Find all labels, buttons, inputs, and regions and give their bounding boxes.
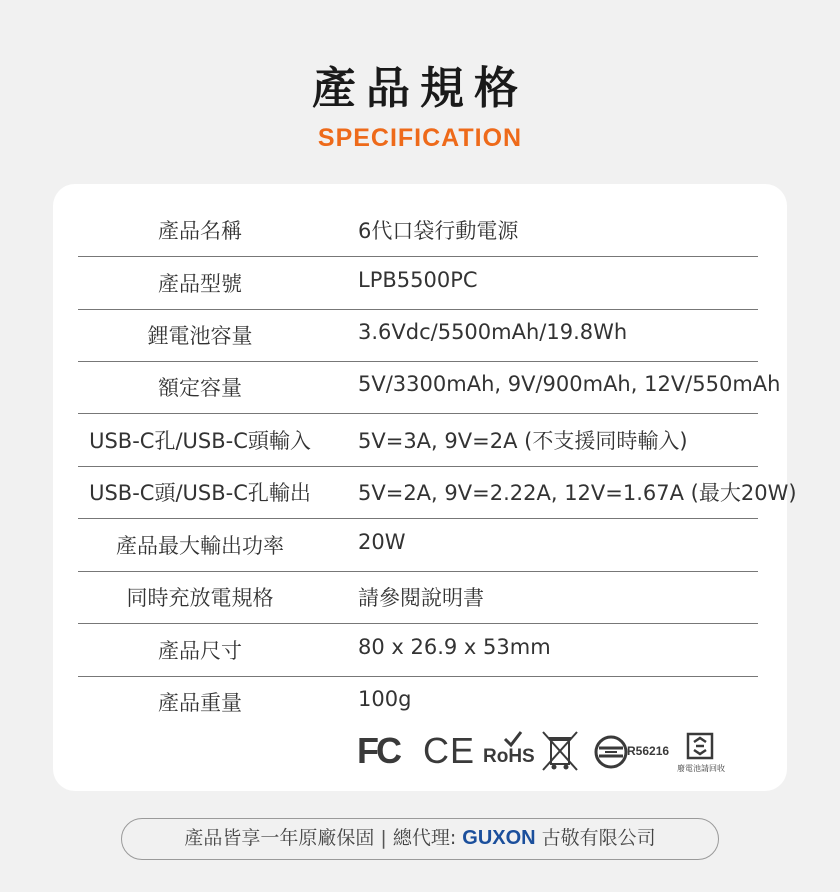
spec-label: 額定容量 xyxy=(158,376,242,400)
rohs-logo: RoHS xyxy=(483,746,535,767)
spec-label: USB-C孔/USB-C頭輸入 xyxy=(89,429,311,453)
spec-row xyxy=(78,625,758,677)
weee-bin-icon xyxy=(540,730,580,772)
fcc-logo: FC xyxy=(357,730,399,771)
spec-value: 3.6Vdc/5500mAh/19.8Wh xyxy=(358,320,628,344)
spec-value: 6代口袋行動電源 xyxy=(358,219,519,243)
spec-row xyxy=(78,415,758,467)
certification-logos xyxy=(357,730,737,780)
spec-label: 產品名稱 xyxy=(158,219,242,243)
spec-label: 產品尺寸 xyxy=(158,639,242,663)
spec-value: 5V/3300mAh, 9V/900mAh, 12V/550mAh xyxy=(358,372,781,396)
spec-value: 5V=2A, 9V=2.22A, 12V=1.67A (最大20W) xyxy=(358,481,797,505)
spec-row xyxy=(78,205,758,257)
warranty-text: 產品皆享一年原廠保固 xyxy=(184,827,375,849)
spec-label: 同時充放電規格 xyxy=(126,586,274,610)
spec-label: 產品型號 xyxy=(158,272,242,296)
ce-logo: CE xyxy=(423,730,476,771)
spec-row xyxy=(78,467,797,519)
spec-value: 請參閱說明書 xyxy=(358,586,484,610)
spec-value: 5V=3A, 9V=2A (不支援同時輸入) xyxy=(358,429,688,453)
page-subtitle: SPECIFICATION xyxy=(317,124,523,152)
footer-separator: | xyxy=(380,827,387,849)
spec-row xyxy=(78,310,758,362)
company-name: 古敬有限公司 xyxy=(541,827,656,849)
spec-value: 20W xyxy=(358,530,406,554)
brand-logo: GUXON xyxy=(462,827,536,849)
spec-value: 100g xyxy=(358,687,412,711)
footer-banner xyxy=(121,818,719,860)
spec-row xyxy=(78,520,758,572)
spec-row xyxy=(78,258,758,310)
recycle-icon xyxy=(686,732,714,760)
page-title: 產品規格 xyxy=(312,63,528,114)
spec-label: USB-C頭/USB-C孔輸出 xyxy=(89,481,311,505)
bsmi-code: R56216 xyxy=(627,744,670,758)
spec-row xyxy=(78,677,758,729)
spec-row xyxy=(78,362,781,414)
spec-label: 產品最大輸出功率 xyxy=(116,534,284,558)
spec-row xyxy=(78,572,758,624)
spec-value: 80 x 26.9 x 53mm xyxy=(358,635,551,659)
rohs-check-icon xyxy=(503,730,523,748)
spec-label: 鋰電池容量 xyxy=(147,324,253,348)
agent-label: 總代理: xyxy=(392,827,457,849)
spec-value: LPB5500PC xyxy=(358,268,478,292)
recycle-label: 廢電池請回收 xyxy=(677,764,725,773)
bsmi-mark-icon xyxy=(593,734,629,770)
spec-label: 產品重量 xyxy=(158,691,242,715)
